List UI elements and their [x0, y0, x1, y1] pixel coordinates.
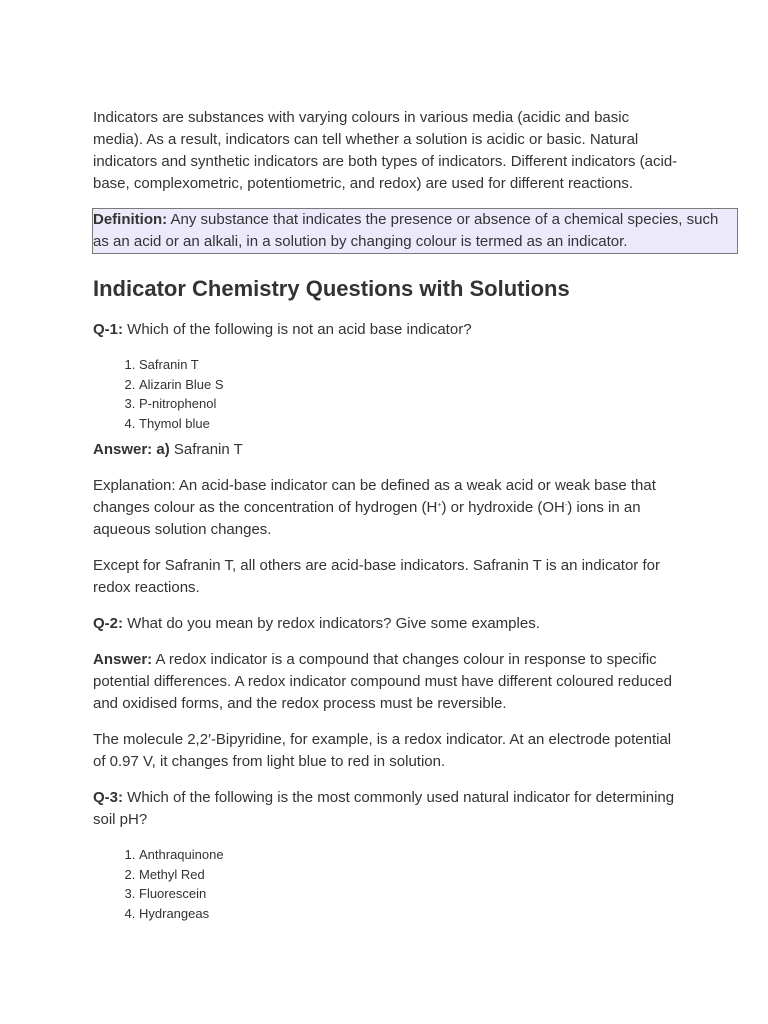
question-2-label: Q-2: — [93, 615, 123, 632]
question-2 — [93, 613, 683, 635]
answer-1-text: Safranin T — [169, 441, 243, 458]
question-1-text: Which of the following is not an acid base indicator? — [123, 321, 472, 338]
question-3 — [93, 787, 683, 831]
option-item: 1. Anthraquinone — [139, 845, 683, 865]
answer-2-example: The molecule 2,2′-Bipyridine, for example, is a redox indicator. At an electrode potential of 0.97 V, it changes from light blue to red in solution. — [93, 731, 672, 770]
answer-1-label: Answer: a) — [93, 441, 170, 458]
option-item: 3. P-nitrophenol — [139, 394, 683, 414]
option-item: 1. Safranin T — [139, 355, 683, 375]
answer-2-text: A redox indicator is a compound that changes colour in response to specific potential differences. A redox indicator compound must have different coloured reduced and oxidised forms, and the redox process must be reversible. — [93, 651, 672, 712]
intro-paragraph: Indicators are substances with varying colours in various media (acidic and basic media). As a result, indicators can tell whether a solution is acidic or basic. Natural indicators and synthetic indicators are both types of indicators. Different indicators (acid-base, complexometric, potentiometric, and redox) are used for different reactions. — [93, 109, 678, 192]
option-item: 2. Alizarin Blue S — [139, 375, 683, 395]
hydrogen-charge: + — [437, 502, 442, 509]
article-body — [93, 107, 719, 929]
answer-1 — [93, 439, 683, 461]
explanation-text-a: Explanation: An acid-base indicator can be defined as a weak acid or weak base that changes colour as the concentration of hydrogen (H — [93, 477, 656, 516]
section-heading: Indicator Chemistry Questions with Solutions — [93, 276, 570, 301]
question-3-text: Which of the following is the most commonly used natural indicator for determining soil pH? — [93, 789, 675, 828]
definition-label: Definition: — [93, 211, 168, 228]
question-1 — [93, 319, 683, 341]
explanation-1 — [93, 475, 683, 541]
option-item: 4. Thymol blue — [139, 414, 683, 434]
explanation-text-c: ) ions in an aqueous solution changes. — [93, 499, 641, 538]
definition-text: Any substance that indicates the presence or absence of a chemical species, such as an acid or an alkali, in a solution by changing colour is termed as an indicator. — [93, 211, 719, 250]
question-3-options — [93, 845, 683, 923]
question-3-label: Q-3: — [93, 789, 123, 806]
question-1-options — [93, 355, 683, 433]
option-item: 3. Fluorescein — [139, 884, 683, 904]
answer-2 — [93, 649, 683, 715]
definition-box — [92, 208, 738, 254]
answer-2-label: Answer: — [93, 651, 153, 668]
explanation-text-b: ) or hydroxide (OH — [441, 499, 565, 516]
option-item: 2. Methyl Red — [139, 865, 683, 885]
question-2-text: What do you mean by redox indicators? Give some examples. — [123, 615, 540, 632]
option-item: 4. Hydrangeas — [139, 904, 683, 924]
hydroxide-charge: - — [564, 502, 568, 509]
question-1-label: Q-1: — [93, 321, 123, 338]
explanation-1-extra: Except for Safranin T, all others are acid-base indicators. Safranin T is an indicator for redox reactions. — [93, 557, 660, 596]
